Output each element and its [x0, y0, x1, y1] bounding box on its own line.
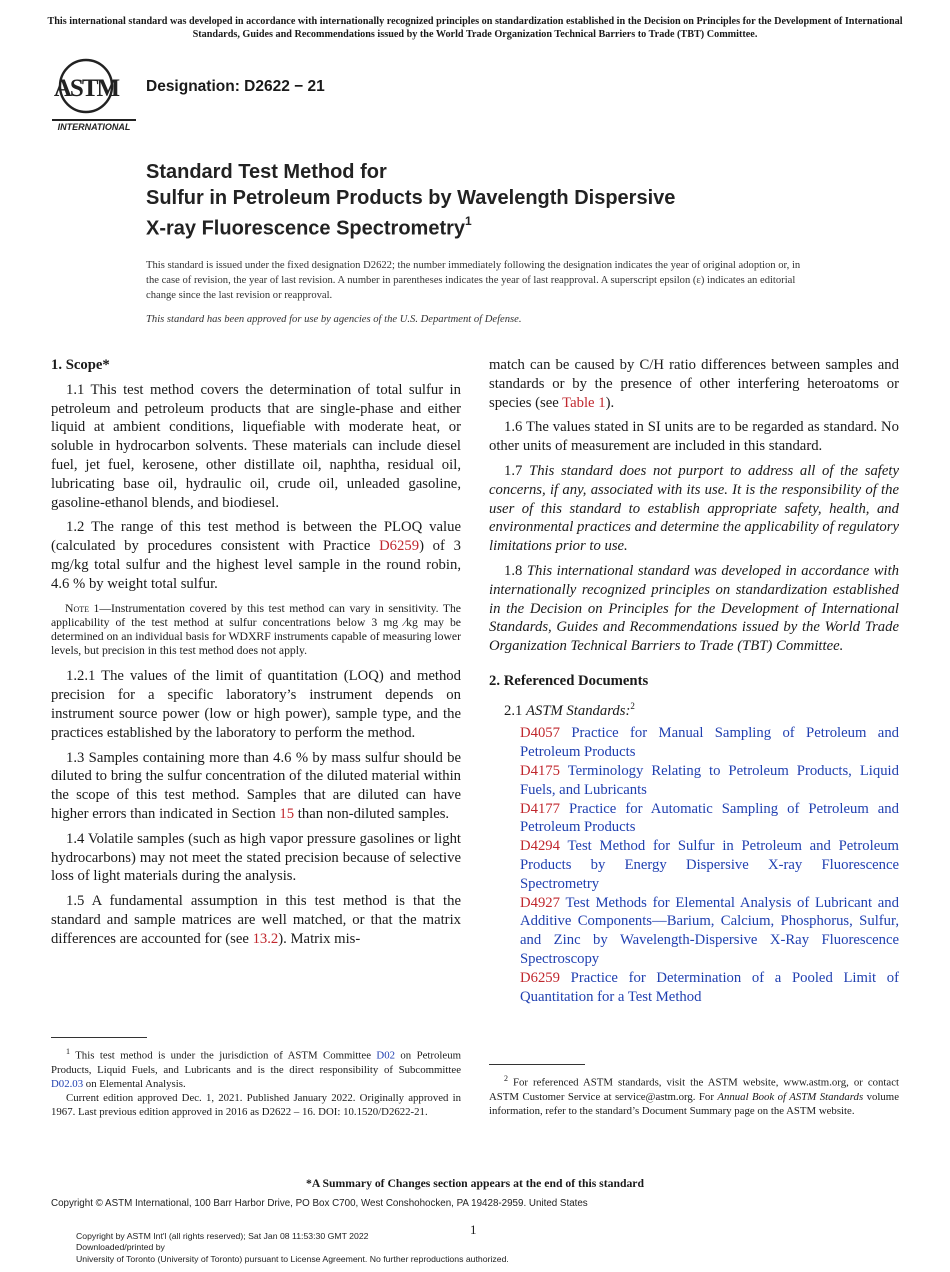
note-1: Note 1—Instrumentation covered by this test method can vary in sensitivity. The applicability of the test method at sulfur concentrations below 3 mg ⁄kg may be determined on an individual basis for WDXRF instruments capable of measuring lower levels, but precision in this test method does not apply. [51, 601, 461, 658]
title-line-2: Sulfur in Petroleum Products by Wavelength Dispersive [146, 186, 676, 209]
top-notice: This international standard was developed in accordance with internationally recognized principles on standardization established in the Decision on Principles for the Development of International Standards, Guides and Recommendations issued by the World Trade Organization Technical Barriers to Trade (TBT) Committee. [47, 16, 903, 40]
ref-item[interactable]: D4927 Test Methods for Elemental Analysis of Lubricant and Additive Components—Barium, Calcium, Phosphorus, Sulfur, and Zinc by Wavelength-Dispersive X-Ray Fluorescence Spectroscopy [520, 894, 899, 967]
link-d02[interactable]: D02 [376, 1049, 395, 1062]
ref-item[interactable]: D6259 Practice for Determination of a Pooled Limit of Quantitation for a Test Method [520, 969, 900, 1005]
download-info: Copyright by ASTM Int'l (all rights reserved); Sat Jan 08 11:53:30 GMT 2022 Downloaded/printed by University of Toronto (University of Toronto) pursuant to License Agreement. No further reproductions authorized. [76, 1231, 509, 1264]
link-section-15[interactable]: 15 [279, 805, 295, 822]
title-line-3: X-ray Fluorescence Spectrometry$^1$ [146, 214, 472, 240]
ref-item[interactable]: D4175 Terminology Relating to Petroleum Products, Liquid Fuels, and Lubricants [520, 763, 899, 798]
para-2-1: 2.1 ASTM Standards:$^2$ [504, 700, 635, 719]
left-column [51, 356, 461, 955]
logo-letters: ASTM [53, 75, 119, 102]
footnote-1: $^1$ This test method is under the jurisdiction of ASTM Committee D02 on Petroleum Products, Liquid Fuels, and Lubricants and is the direct responsibility of Subcommittee D02.03 on Elemental Analysis. Current edition approved Dec. 1, 2021. Published January 2022. Originally approved in 1967. Last previous edition approved in 2016 as D2622 – 16. DOI: 10.1520/D2622-21. [51, 1047, 461, 1119]
para-1-7: 1.7 This standard does not purport to address all of the safety concerns, if any, associated with its use. It is the responsibility of the user of this standard to establish appropriate safety, health, and environmental practices and determine the applicability of regulatory limitations prior to use. [489, 462, 900, 555]
link-13-2[interactable]: 13.2 [252, 930, 279, 947]
para-1-2-1: 1.2.1 The values of the limit of quantitation (LOQ) and method precision for a specific laboratory’s instrument depends on instrument source power (low or high power), sample type, and the practices established by the laboratory to perform the method. [51, 668, 461, 741]
copyright: Copyright © ASTM International, 100 Barr Harbor Drive, PO Box C700, West Conshohocken, PA 19428-2959. United States [51, 1198, 588, 1209]
summary-notice: *A Summary of Changes section appears at the end of this standard [306, 1177, 644, 1190]
para-1-4: 1.4 Volatile samples (such as high vapor pressure gasolines or light hydrocarbons) may not meet the stated precision because of selective loss of light materials during the analysis. [51, 830, 461, 885]
right-column [489, 356, 899, 1006]
link-table-1[interactable]: Table 1 [562, 394, 606, 411]
page-number: 1 [470, 1222, 477, 1237]
ref-item[interactable]: D4177 Practice for Automatic Sampling of Petroleum and Petroleum Products [520, 800, 899, 836]
para-1-5-cont: match can be caused by C/H ratio differences between samples and standards or by the presence of other interfering heteroatoms or species (see Table 1). [489, 357, 899, 411]
para-1-1: 1.1 This test method covers the determination of total sulfur in petroleum and petroleum products that are single-phase and either liquid at ambient conditions, liquefiable with moderate heat, or soluble in hydrocarbon solvents. These materials can include diesel fuel, jet fuel, kerosene, other distillate oil, naphtha, residual oil, lubricating base oil, hydraulic oil, crude oil, unleaded gasoline, gasoline-ethanol blends, and biodiesel. [51, 381, 461, 511]
para-1-2: 1.2 The range of this test method is between the PLOQ value (calculated by procedures consistent with Practice D6259) of 3 mg/kg total sulfur and the highest level sample in the round robin, 4.6 % by weight total sulfur. [51, 519, 461, 592]
title-line-1: Standard Test Method for [146, 161, 387, 183]
footnote-1-edition: Current edition approved Dec. 1, 2021. Published January 2022. Originally approved in 1967. Last previous edition approved in 2016 as D2622 – 16. DOI: 10.1520/D2622-21. [51, 1092, 461, 1119]
link-d6259[interactable]: D6259 [379, 538, 420, 555]
dod-note: This standard has been approved for use by agencies of the U.S. Department of Defense. [146, 314, 522, 325]
footnote-2: $^2$ For referenced ASTM standards, visit the ASTM website, www.astm.org, or contact ASTM Customer Service at service@astm.org. For Annual Book of ASTM Standards volume information, refer to the standard’s Document Summary page on the ASTM website. [489, 1074, 899, 1117]
ref-item[interactable]: D4057 Practice for Manual Sampling of Petroleum and Petroleum Products [520, 725, 900, 761]
logo-text: INTERNATIONAL [57, 122, 131, 132]
para-1-6: 1.6 The values stated in SI units are to be regarded as standard. No other units of measurement are included in this standard. [489, 419, 899, 455]
footnote-rule-left [51, 1037, 147, 1038]
para-1-3: 1.3 Samples containing more than 4.6 % by mass sulfur should be diluted to bring the sulfur concentration of the diluted material within the scope of this test method. Samples that are diluted can have higher errors than indicated in Section 15 than non-diluted samples. [51, 749, 461, 822]
para-1-8: 1.8 This international standard was developed in accordance with internationally recognized principles on standardization established in the Decision on Principles for the Development of International Standards, Guides and Recommendations issued by the World Trade Organization Technical Barriers to Trade (TBT) Committee. [489, 562, 899, 655]
link-d02-03[interactable]: D02.03 [51, 1078, 84, 1090]
reference-list [489, 724, 899, 1006]
document-title [146, 160, 675, 242]
title-footnote-mark: 1 [465, 214, 472, 228]
astm-logo [52, 56, 136, 134]
section-2-heading: 2. Referenced Documents [489, 672, 649, 689]
section-1-heading: 1. Scope* [51, 357, 110, 373]
designation: Designation: D2622 − 21 [146, 78, 325, 95]
issue-note: This standard is issued under the fixed designation D2622; the number immediately following the designation indicates the year of original adoption or, in the case of revision, the year of last revision. A number in parentheses indicates the year of last reapproval. A superscript epsilon (ε) indicates an editorial change since the last revision or reapproval. [146, 260, 801, 301]
footnote-rule-right [489, 1064, 585, 1065]
para-1-5: 1.5 A fundamental assumption in this test method is that the standard and sample matrices are well matched, or that the matrix differences are accounted for (see 13.2). Matrix mis- [51, 893, 461, 947]
ref-item[interactable]: D4294 Test Method for Sulfur in Petroleum and Petroleum Products by Energy Dispersive X-ray Fluorescence Spectrometry [520, 838, 899, 892]
